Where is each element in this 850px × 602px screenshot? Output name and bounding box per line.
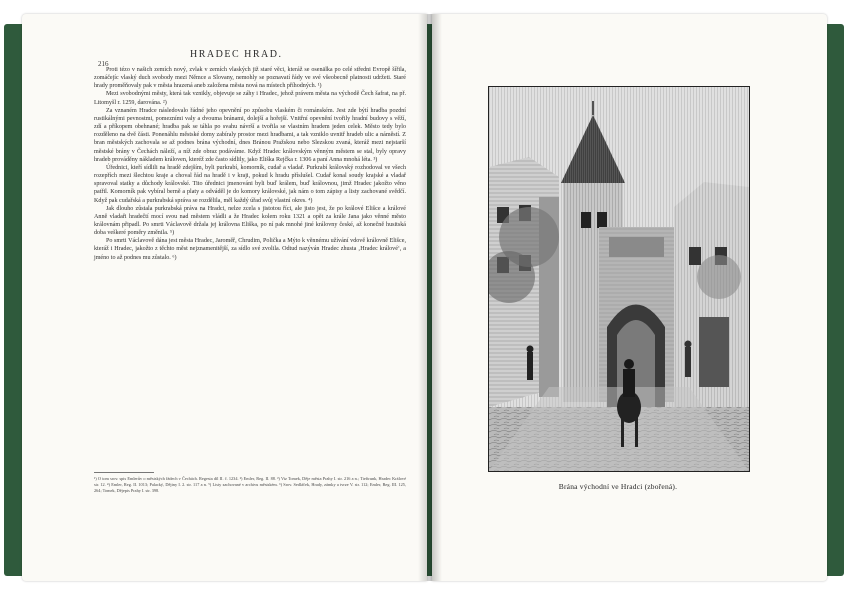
footnotes: ¹) O tom srov. spis Emlerův o městských řádech v Čechách. Regesta díl II. č. 1234. ²) Emler, Reg. II. 88. ³) Viz Tomek, Děje města Prahy I. str. 216 a n.; Tieftrunk, Hradec Králové str. 12. ⁴) Emler, Reg. II. 1013; Palacký, Dějiny I. 2. str. 117 a n. ⁵) Listy zachované v archivu městském. ⁶) Srov. Sedláček, Hrady, zámky a tvrze V. str. 112; Emler, Reg. III. 125, 264; Tomek, Dějepis Prahy I. str. 398. [94,476,406,493]
paragraph: Proti tézo v našich zemích nový, zvlak v zemích vlaských již staré věci, kteráž se osenälka po celé středni Evropě šířila, zomáčejíc vlaský duch svobody mezi Němce a Slovany, nemohly se poznavatí řády ve své všeobecně platnosti udržeti. Staré hrady proměňovaly pak v města hrazená aneb založena města nová na místech příhodných. ¹) [94,67,406,90]
engraving-illustration [489,87,749,471]
paragraph: Po smrti Václavově dána jest města Hradec, Jaroměř, Chrudim, Polička a Mýto k věnnému užívání vdově královně Elišce, kteráž i Hradec, jakožto z těchto měst nejznamenitější, za sídlo své zvolila. Odtud nazýván Hradec zhusta ‚Hradec králové‘, a jméno to až podnes mu zůstalo. ⁶) [94,238,406,261]
paragraph: Za vznaném Hradce následovalo řádné jeho opevnění po způsobu vlaském či románském. Jest zde býtí hradba pozdní rustikálnými pevnostmi, pomezními valy a dvouma bránami, dolejší a hořejší. Vnitřní opevnění tvořily hradní budovy s věží, zdí a příkopem obehnané; hradba pak se táhla po svahu návrší a tvořila se vlastním hradem jeden celek. Město tedy bylo rozděleno na dvě části. Ponenáhlu městské domy zabíraly prostor mezi hradbami, a tak vzniklo uvnitř hradeb ulic a náměstí. Z bran městských zachovala se až podnes brána východní, dnes Bránou Pražskou nebo Slezskou zvaná, kteráž mezi nejstarší městské brány v Čechách náleží, a níž zde obraz podáváme. Když Hradec královským věnným městem se stal, byly opravy hradeb prováděny nákladem královen, kteréž zde často sídlily, jako Eliška Rejčka r. 1306 a paní Anna mnohá léta. ³) [94,107,406,163]
body-text [94,66,406,466]
engraving-caption: Brána východní ve Hradci (zbořená). [558,482,678,491]
page-number: 216 [98,60,109,68]
footnote-rule [94,472,154,473]
book-gutter [418,14,442,581]
paragraph: Mezi svobodnými městy, která tak vznikly, objevuje se záhy i Hradec, jehož právem města na východě Čech šafrat, na př. Litomyšl r. 1259, darována. ²) [94,91,406,106]
gate-engraving [488,86,750,472]
paragraph: Jak dlouho zůstala purkrabská práva na Hradci, nelze zcela s jistotou říci, ale jisto jest, že po králové Elišce a králové Anně vladaři hradečtí mocí svou nad městem vládli a že Hradec kolem roku 1321 a opět za krále Jana jako věnné město královnám připadl. Po smrti Václavově držala jej královna Eliška, po ní pak mnohé jiné královny české, až konečně husitská doba veškeré poměry změnila. ⁵) [94,205,406,237]
running-head: HRADEC HRAD. [190,49,283,60]
paragraph: Úřednici, kteří sídlili na hradě zdejším, byli purkrabí, komorník, cudař a vladař. Purkrabí královský rozhodoval ve všech rozepřích mezi šlechtou kraje a choval řád na hradě i v kraji, pokud k hradu příslušel. Cudař konal soudy krajské a vladař spravoval statky a důchody královské. Tito úřednici jmenováni byli buď králem, buď královnou, jimž Hradec jakožto věno patřil. Komorník pak vybíral berně a platy a odváděl je do komory královské, jak nám o tom zápisy a listy zachované svědčí. Když pak cudařská a purkrabská správa se rozdělila, měl každý úřad svůj vlastní okres. ⁴) [94,164,406,204]
